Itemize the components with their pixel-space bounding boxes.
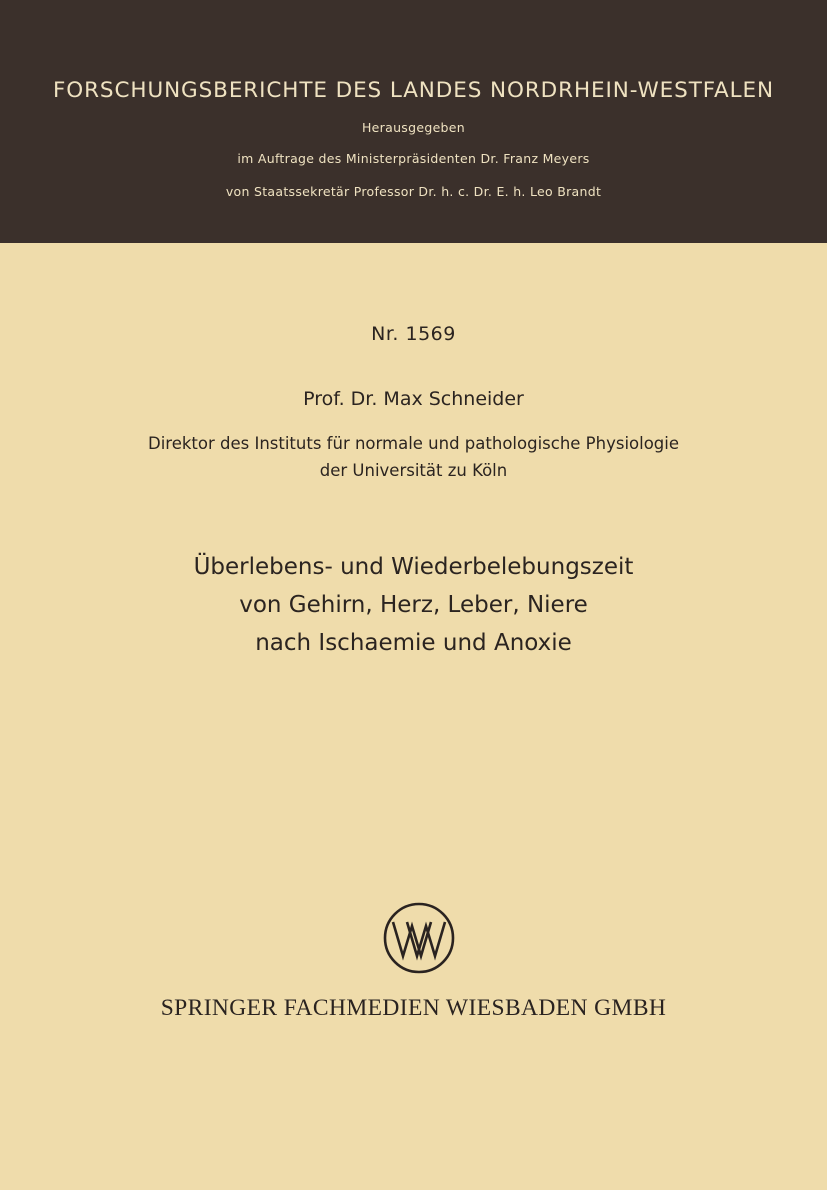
report-number: Nr. 1569 xyxy=(371,323,456,345)
editor-name-line: von Staatssekretär Professor Dr. h. c. Dr. E. h. Leo Brandt xyxy=(225,184,602,199)
title-line-2: von Gehirn, Herz, Leber, Niere xyxy=(239,592,588,618)
publisher-name: SPRINGER FACHMEDIEN WIESBADEN GMBH xyxy=(160,995,667,1021)
editor-label: Herausgegeben xyxy=(361,120,466,135)
editor-commission-line: im Auftrage des Ministerpräsidenten Dr. Franz Meyers xyxy=(237,151,590,166)
publisher-logo-icon xyxy=(381,900,457,976)
book-title xyxy=(0,548,827,662)
title-line-1: Überlebens- und Wiederbelebungszeit xyxy=(193,554,634,580)
author-name: Prof. Dr. Max Schneider xyxy=(303,388,524,410)
series-header-band xyxy=(0,0,827,243)
ww-logo-icon xyxy=(381,900,457,976)
affiliation-line-2: der Universität zu Köln xyxy=(319,461,508,480)
author-affiliation xyxy=(0,430,827,484)
title-line-3: nach Ischaemie und Anoxie xyxy=(255,630,572,656)
series-title: FORSCHUNGSBERICHTE DES LANDES NORDRHEIN-WESTFALEN xyxy=(52,78,774,103)
affiliation-line-1: Direktor des Instituts für normale und pathologische Physiologie xyxy=(147,434,680,453)
